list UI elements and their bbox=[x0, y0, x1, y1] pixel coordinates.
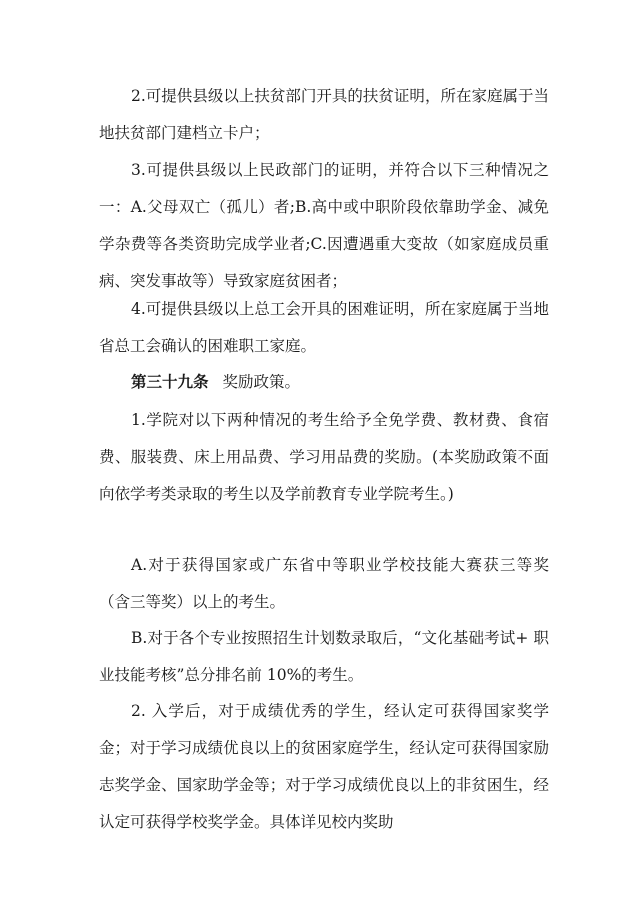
paragraph-skills-competition-condition: A.对于获得国家或广东省中等职业学校技能大赛获三等奖（含三等奖）以上的考生。 bbox=[99, 556, 549, 611]
paragraph-tuition-exemption-reward: 1.学院对以下两种情况的考生给予全免学费、教材费、食宿费、服装费、床上用品费、学习用品费的奖励。(本奖励政策不面向依学考类录取的考生以及学前教育专业学院考生。) bbox=[99, 411, 549, 503]
article-title: 奖励政策。 bbox=[222, 373, 301, 391]
paragraph-scholarships-after-enrollment: 2. 入学后，对于成绩优秀的学生，经认定可获得国家奖学金；对于学习成绩优良以上的贫困家庭学生，经认定可获得国家励志奖学金、国家助学金等；对于学习成绩优良以上的非贫困生，经认定可获得学校奖学金。具体详见校内奖助 bbox=[99, 702, 549, 831]
article-number: 第三十九条 bbox=[131, 373, 209, 391]
section-heading bbox=[131, 364, 300, 401]
paragraph-civil-affairs-certificate: 3.可提供县级以上民政部门的证明，并符合以下三种情况之一：A.父母双亡（孤儿）者;B.高中或中职阶段依靠助学金、减免学杂费等各类资助完成学业者;C.因遭遇重大变故（如家庭成员重病、突发事故等）导致家庭贫困者； bbox=[99, 161, 549, 290]
paragraph-trade-union-certificate: 4.可提供县级以上总工会开具的困难证明，所在家庭属于当地省总工会确认的困难职工家庭。 bbox=[99, 300, 549, 355]
paragraph-top-ranking-condition: B.对于各个专业按照招生计划数录取后，“文化基础考试+ 职业技能考核”总分排名前 10%的考生。 bbox=[99, 629, 549, 684]
paragraph-poverty-certificate: 2.可提供县级以上扶贫部门开具的扶贫证明，所在家庭属于当地扶贫部门建档立卡户； bbox=[99, 87, 549, 142]
